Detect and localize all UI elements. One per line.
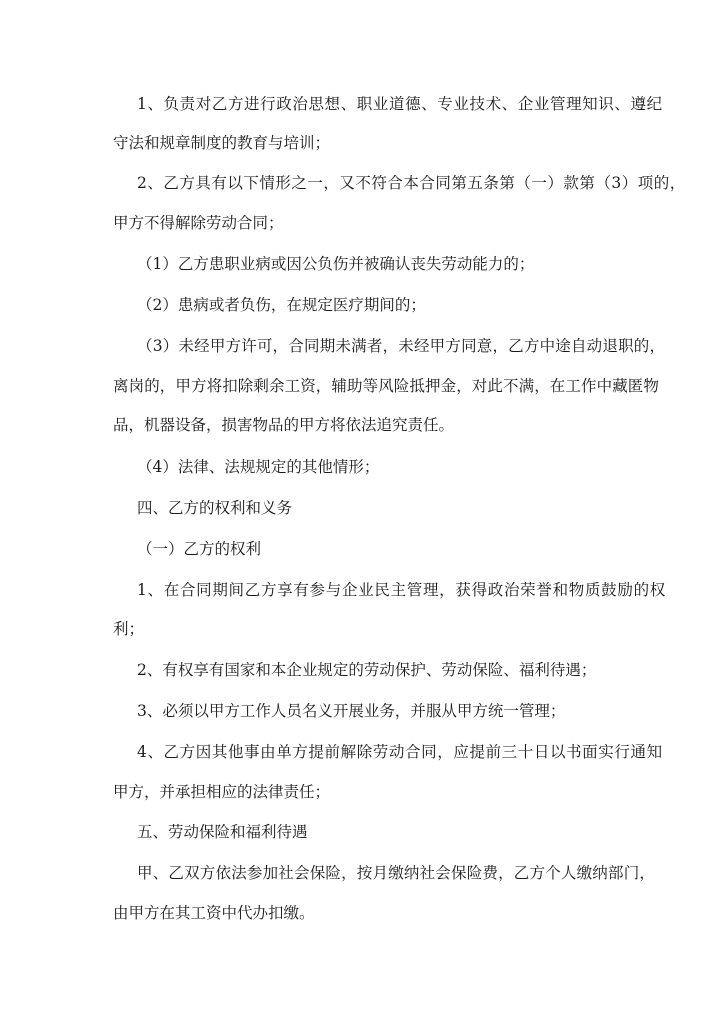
- text-line: 3、必须以甲方工作人员名义开展业务，并服从甲方统一管理；: [137, 702, 566, 720]
- text-line: 1、在合同期间乙方享有参与企业民主管理，获得政治荣誉和物质鼓励的权: [137, 581, 666, 599]
- text-line: （3）未经甲方许可，合同期未满者，未经甲方同意，乙方中途自动退职的，: [137, 337, 666, 355]
- text-line: 2、乙方具有以下情形之一，又不符合本合同第五条第（一）款第（3）项的，: [137, 174, 686, 192]
- text-line: 4、乙方因其他事由单方提前解除劳动合同，应提前三十日以书面实行通知: [137, 743, 663, 761]
- text-line: 甲方，并承担相应的法律责任；: [113, 783, 331, 801]
- text-line: 离岗的，甲方将扣除剩余工资，辅助等风险抵押金，对此不满，在工作中藏匿物: [113, 377, 660, 395]
- text-line: 品，机器设备，损害物品的甲方将依法追究责任。: [113, 416, 455, 434]
- text-line: （4）法律、法规规定的其他情形；: [137, 458, 380, 476]
- subsection-heading: （一）乙方的权利: [137, 540, 262, 558]
- text-line: 2、有权享有国家和本企业规定的劳动保护、劳动保险、福利待遇；: [137, 661, 597, 679]
- text-line: 守法和规章制度的教育与培训；: [113, 134, 331, 152]
- text-line: 1、负责对乙方进行政治思想、职业道德、专业技术、企业管理知识、遵纪: [137, 95, 663, 113]
- text-line: 甲、乙双方依法参加社会保险，按月缴纳社会保险费，乙方个人缴纳部门，: [137, 864, 656, 882]
- text-line: （1）乙方患职业病或因公负伤并被确认丧失劳动能力的；: [137, 255, 535, 273]
- text-line: （2）患病或者负伤，在规定医疗期间的；: [137, 296, 426, 314]
- section-heading: 四、乙方的权利和义务: [137, 499, 293, 517]
- text-line: 由甲方在其工资中代办扣缴。: [113, 904, 315, 922]
- text-line: 利；: [113, 620, 145, 638]
- text-line: 甲方不得解除劳动合同；: [113, 214, 284, 232]
- section-heading: 五、劳动保险和福利待遇: [137, 823, 308, 841]
